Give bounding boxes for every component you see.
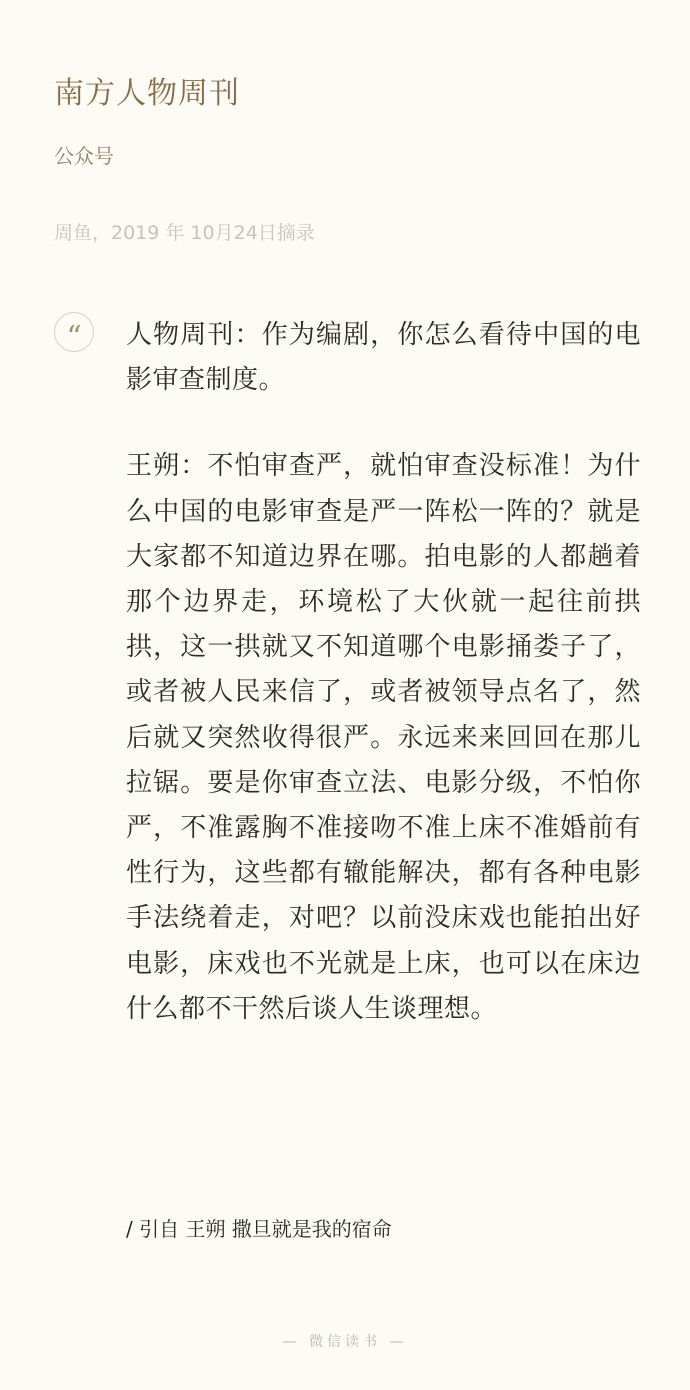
page-title[interactable]: 南方人物周刊 (54, 76, 240, 111)
quote-paragraph: 人物周刊：作为编剧，你怎么看待中国的电影审查制度。 (126, 320, 641, 396)
quote-source[interactable]: / 引自 王朔 撒旦就是我的宿命 (126, 1217, 392, 1241)
footer-brand: — 微信读书 — (282, 1334, 408, 1350)
account-type-label: 公众号 (54, 144, 114, 168)
quote-body (126, 313, 641, 1032)
quote-paragraph: 王朔：不怕审查严，就怕审查没标准！为什么中国的电影审查是严一阵松一阵的？就是大家都不知道边界在哪。拍电影的人都趟着那个边界走，环境松了大伙就一起往前拱拱，这一拱就又不知道哪个电影捅娄子了，或者被人民来信了，或者被领导点名了，然后就又突然收得很严。永远来来回回在那儿拉锯。要是你审查立法、电影分级，不怕你严，不准露胸不准接吻不准上床不准婚前有性行为，这些都有辙能解决，都有各种电影手法绕着走，对吧？以前没床戏也能拍出好电影，床戏也不光就是上床，也可以在床边什么都不干然后谈人生谈理想。 (126, 451, 641, 1024)
excerpt-meta: 周鱼，2019 年 10月24日摘录 (54, 222, 315, 244)
quote-mark-icon: “ (54, 312, 94, 352)
